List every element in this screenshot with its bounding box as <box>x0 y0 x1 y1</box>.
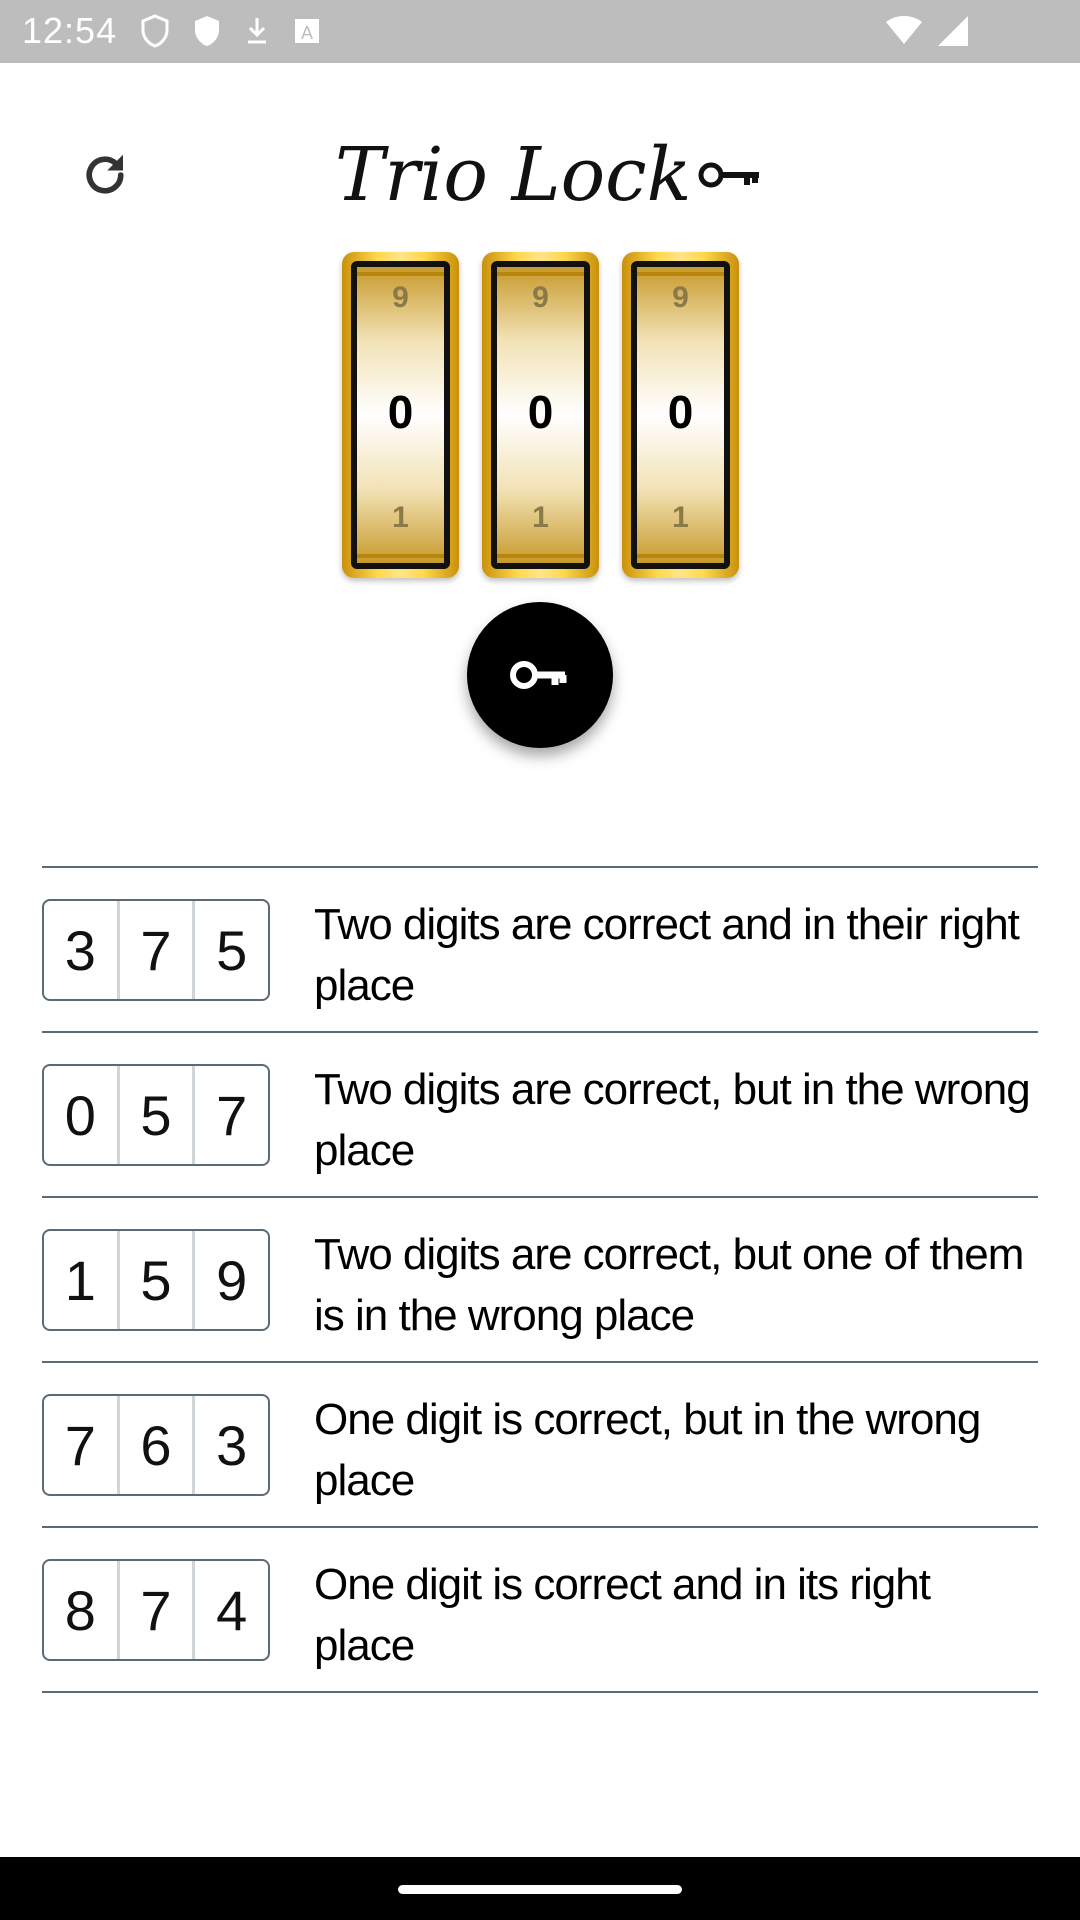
wheel-ring <box>637 554 724 558</box>
clue-code <box>42 1559 270 1661</box>
wheel-digit-below: 1 <box>672 501 689 534</box>
wheel-face <box>491 261 590 569</box>
navigation-bar <box>0 1857 1080 1920</box>
status-time: 12:54 <box>22 10 118 51</box>
clue-row <box>42 866 1038 1031</box>
wheel-digit-current: 0 <box>667 386 694 438</box>
code-digit: 3 <box>64 918 96 982</box>
svg-text:A: A <box>300 23 314 43</box>
wheel-ring <box>357 554 444 558</box>
key-icon <box>697 155 767 195</box>
clue-text: One digit is correct and in its right place <box>314 1560 930 1670</box>
shield-outline-icon <box>140 14 170 48</box>
code-digit: 7 <box>64 1413 96 1477</box>
title-text: Trio Lock <box>335 132 692 218</box>
page-title <box>335 125 767 225</box>
status-bar <box>0 0 1080 63</box>
wheel-ring <box>637 272 724 276</box>
wheel-ring <box>497 554 584 558</box>
wheel-digit-above: 9 <box>392 281 409 314</box>
unlock-button[interactable] <box>467 602 613 748</box>
wheel-2[interactable] <box>482 252 599 578</box>
wheel-digit-current: 0 <box>387 386 414 438</box>
wheel-1[interactable] <box>342 252 459 578</box>
clue-row <box>42 1196 1038 1361</box>
clue-text: Two digits are correct, but in the wrong place <box>314 1065 1030 1175</box>
combination-wheels <box>342 252 739 578</box>
wheel-digit-below: 1 <box>392 501 409 534</box>
code-digit: 9 <box>192 1231 268 1329</box>
clue-list <box>42 866 1038 1693</box>
wheel-3[interactable] <box>622 252 739 578</box>
wheel-digit-current: 0 <box>527 386 554 438</box>
text-a-icon <box>292 14 322 48</box>
code-digit: 6 <box>117 1396 193 1494</box>
code-digit: 5 <box>117 1231 193 1329</box>
code-digit: 7 <box>117 901 193 999</box>
wheel-ring <box>497 272 584 276</box>
clue-code <box>42 1064 270 1166</box>
key-icon <box>509 657 571 693</box>
code-digit: 5 <box>192 901 268 999</box>
clue-text: Two digits are correct, but one of them is in the wrong place <box>314 1230 1024 1340</box>
code-digit: 4 <box>192 1561 268 1659</box>
wheel-digit-above: 9 <box>532 281 549 314</box>
wheel-digit-below: 1 <box>532 501 549 534</box>
wheel-ring <box>357 272 444 276</box>
download-icon <box>244 14 270 48</box>
code-digit: 8 <box>64 1578 96 1642</box>
clue-text: Two digits are correct and in their right place <box>314 900 1019 1010</box>
code-digit: 1 <box>64 1248 96 1312</box>
code-digit: 7 <box>117 1561 193 1659</box>
code-digit: 3 <box>192 1396 268 1494</box>
wheel-face <box>351 261 450 569</box>
clue-row <box>42 1361 1038 1526</box>
code-digit: 0 <box>64 1083 96 1147</box>
code-digit: 7 <box>192 1066 268 1164</box>
clue-row <box>42 1031 1038 1196</box>
home-gesture-handle[interactable] <box>398 1885 682 1894</box>
shield-filled-icon <box>192 14 222 48</box>
refresh-icon[interactable] <box>78 148 132 202</box>
clue-row <box>42 1526 1038 1693</box>
code-digit: 5 <box>117 1066 193 1164</box>
clue-code <box>42 1229 270 1331</box>
signal-icon <box>934 14 970 48</box>
wheel-face <box>631 261 730 569</box>
clue-code <box>42 899 270 1001</box>
wifi-icon <box>884 14 924 48</box>
clue-code <box>42 1394 270 1496</box>
status-notification-icons <box>140 14 322 48</box>
clue-text: One digit is correct, but in the wrong place <box>314 1395 981 1505</box>
status-system-icons <box>884 14 970 48</box>
wheel-digit-above: 9 <box>672 281 689 314</box>
